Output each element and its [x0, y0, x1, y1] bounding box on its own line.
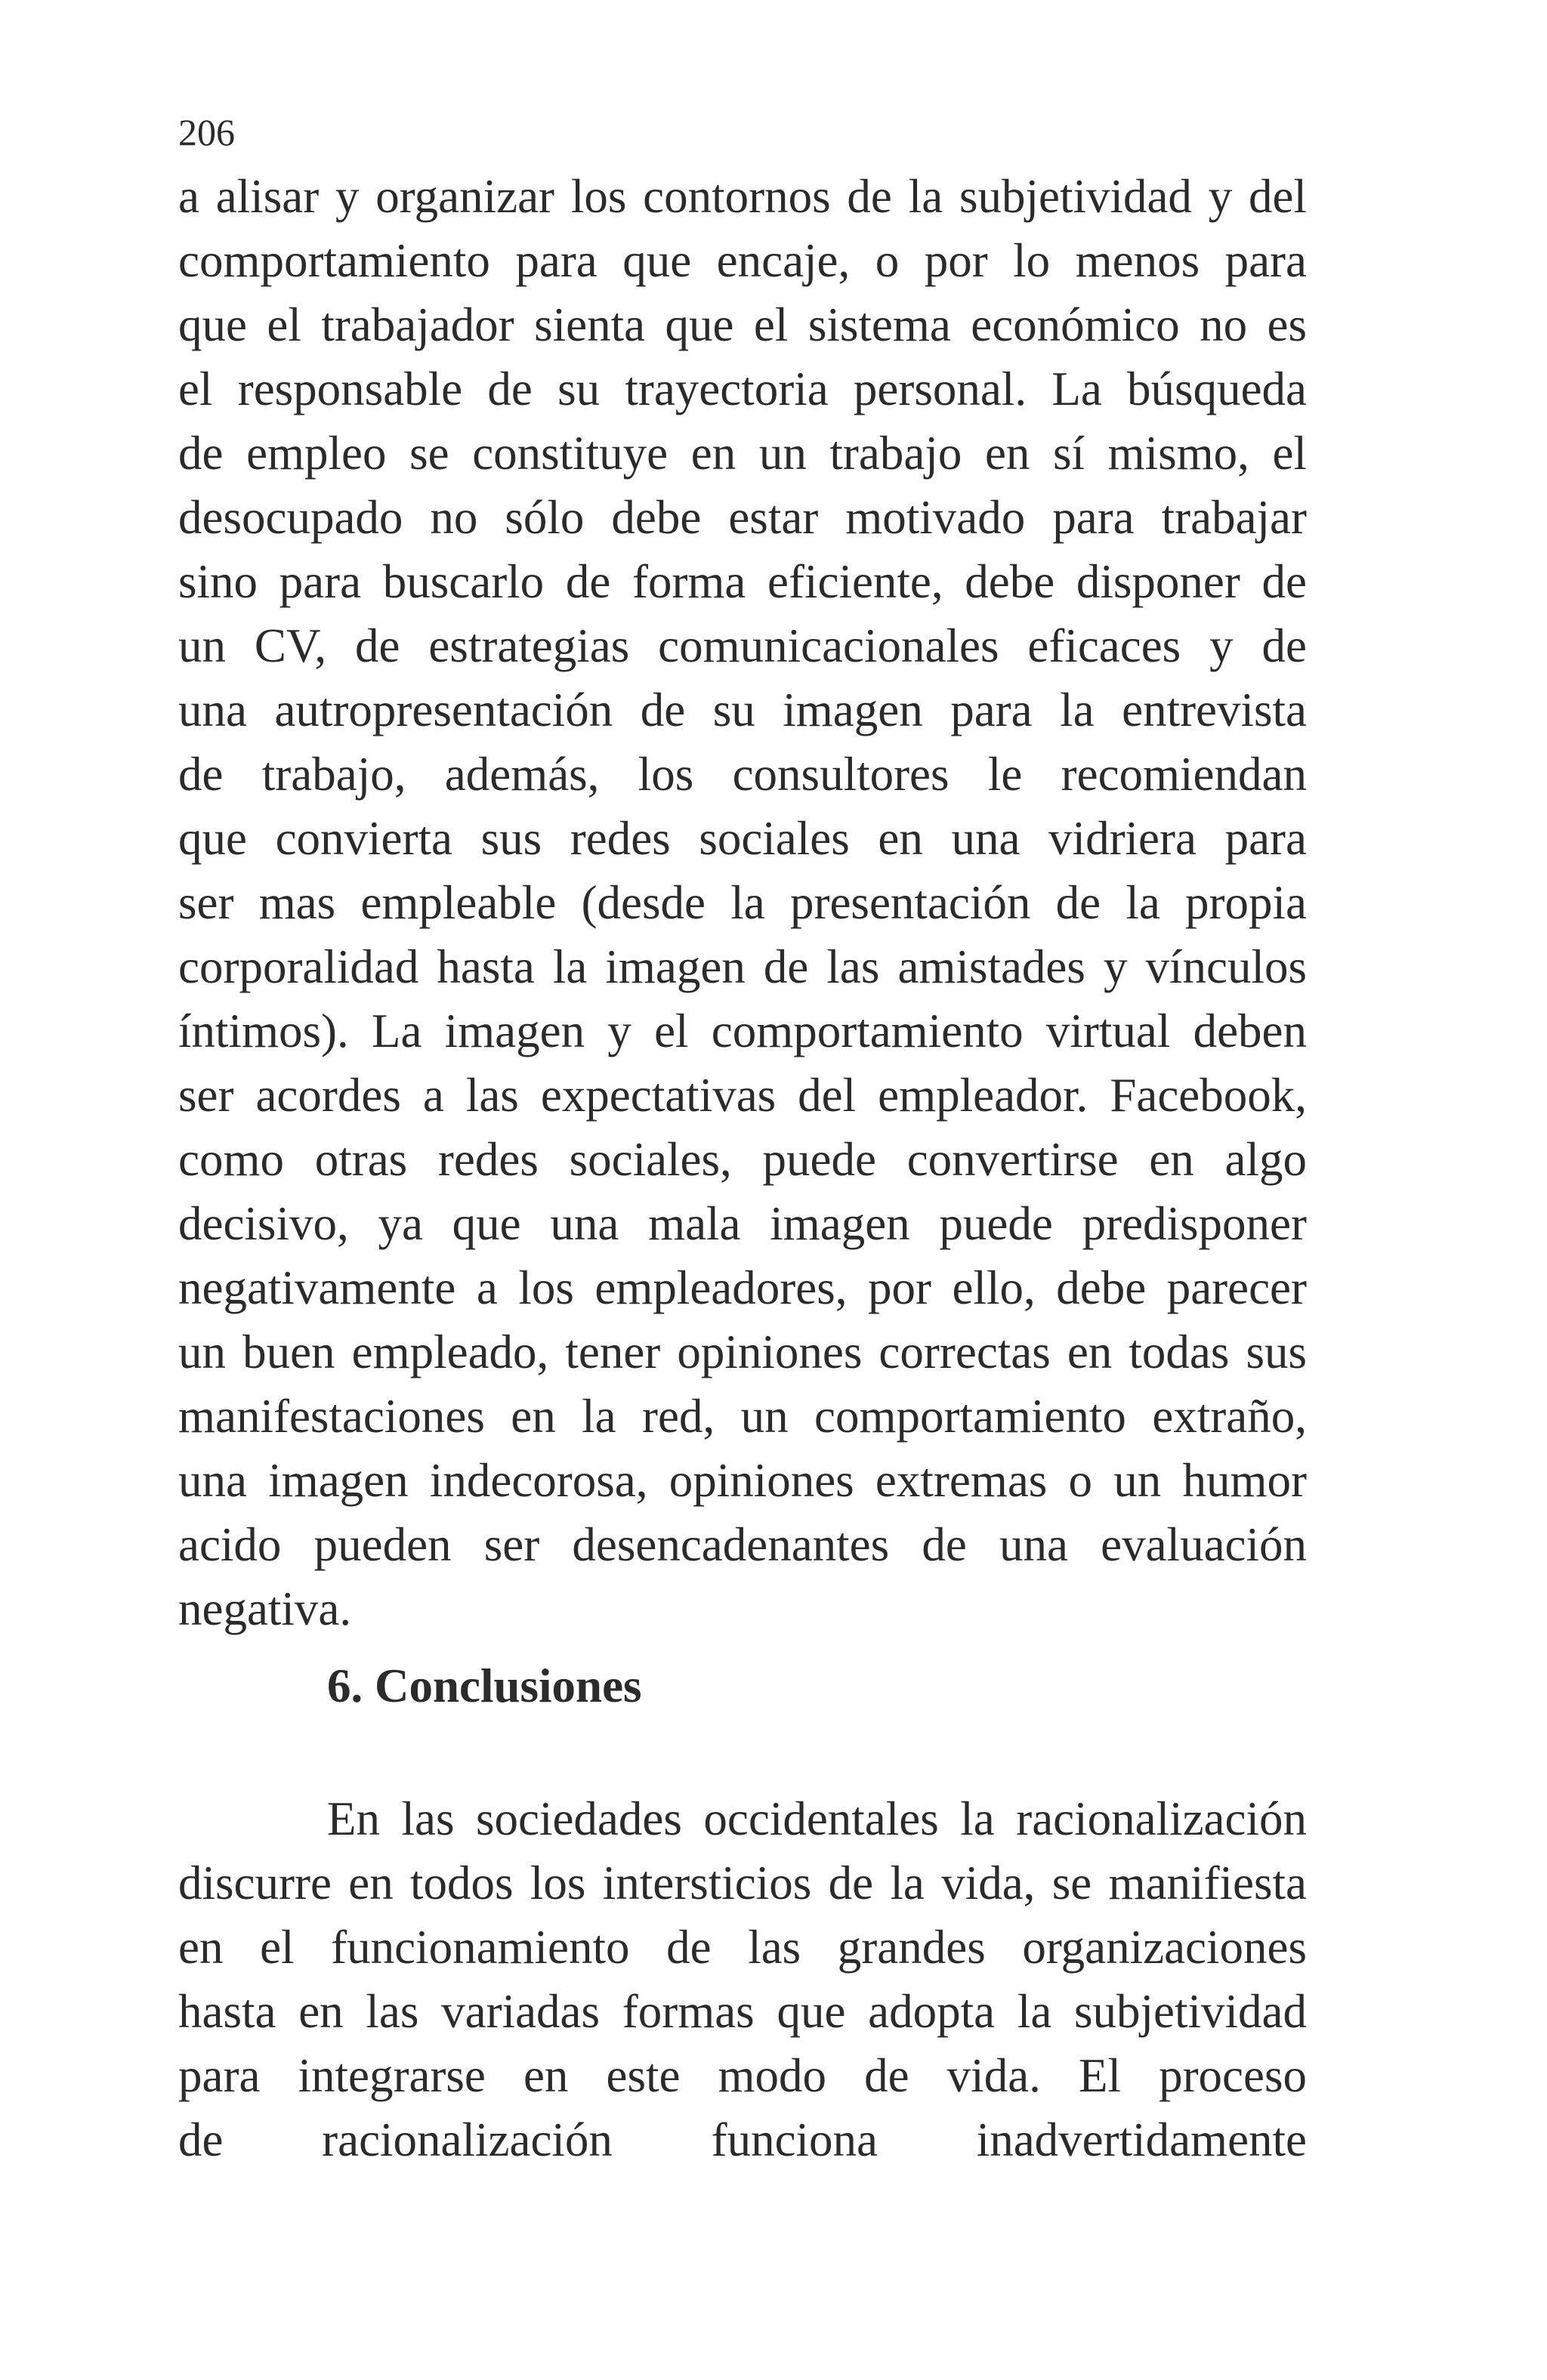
- text-line: una autropresentación de su imagen para la entrevista: [178, 684, 1307, 736]
- text-line: de racionalización funciona inadvertidamente: [178, 2113, 1307, 2166]
- section-heading: 6. Conclusiones: [327, 1659, 642, 1712]
- text-line: el responsable de su trayectoria personal. La búsqueda: [178, 363, 1307, 415]
- text-line: que el trabajador sienta que el sistema económico no es: [178, 298, 1307, 351]
- text-line: una imagen indecorosa, opiniones extremas o un humor: [178, 1454, 1307, 1507]
- text-line: corporalidad hasta la imagen de las amistades y vínculos: [178, 940, 1307, 993]
- text-line: un CV, de estrategias comunicacionales eficaces y de: [178, 619, 1307, 672]
- text-line: decisivo, ya que una mala imagen puede predisponer: [178, 1197, 1307, 1250]
- text-line: a alisar y organizar los contornos de la subjetividad y del: [178, 170, 1307, 223]
- text-line: negativamente a los empleadores, por ello, debe parecer: [178, 1261, 1307, 1314]
- text-line: ser acordes a las expectativas del empleador. Facebook,: [178, 1069, 1307, 1122]
- text-line: discurre en todos los intersticios de la vida, se manifiesta: [178, 1857, 1307, 1909]
- body-paragraph: [178, 1787, 1307, 2172]
- body-paragraph: [178, 165, 1307, 1641]
- text-line: como otras redes sociales, puede convertirse en algo: [178, 1133, 1307, 1186]
- text-line: desocupado no sólo debe estar motivado para trabajar: [178, 491, 1307, 544]
- text-line: que convierta sus redes sociales en una vidriera para: [178, 812, 1307, 865]
- text-line: manifestaciones en la red, un comportamiento extraño,: [178, 1390, 1307, 1443]
- text-line: en el funcionamiento de las grandes organizaciones: [178, 1921, 1307, 1974]
- text-line: hasta en las variadas formas que adopta la subjetividad: [178, 1985, 1307, 2038]
- text-line: un buen empleado, tener opiniones correctas en todas sus: [178, 1326, 1307, 1378]
- text-line: En las sociedades occidentales la racionalización: [327, 1792, 1307, 1845]
- text-line: de trabajo, además, los consultores le recomiendan: [178, 748, 1307, 801]
- text-line: para integrarse en este modo de vida. El proceso: [178, 2049, 1307, 2102]
- text-line: negativa.: [178, 1582, 352, 1635]
- text-line: íntimos). La imagen y el comportamiento virtual deben: [178, 1005, 1307, 1057]
- text-line: acido pueden ser desencadenantes de una evaluación: [178, 1518, 1307, 1571]
- text-line: comportamiento para que encaje, o por lo menos para: [178, 234, 1307, 287]
- text-line: ser mas empleable (desde la presentación de la propia: [178, 876, 1307, 929]
- page-number: 206: [178, 111, 235, 153]
- text-line: sino para buscarlo de forma eficiente, debe disponer de: [178, 555, 1307, 608]
- text-line: de empleo se constituye en un trabajo en sí mismo, el: [178, 427, 1307, 480]
